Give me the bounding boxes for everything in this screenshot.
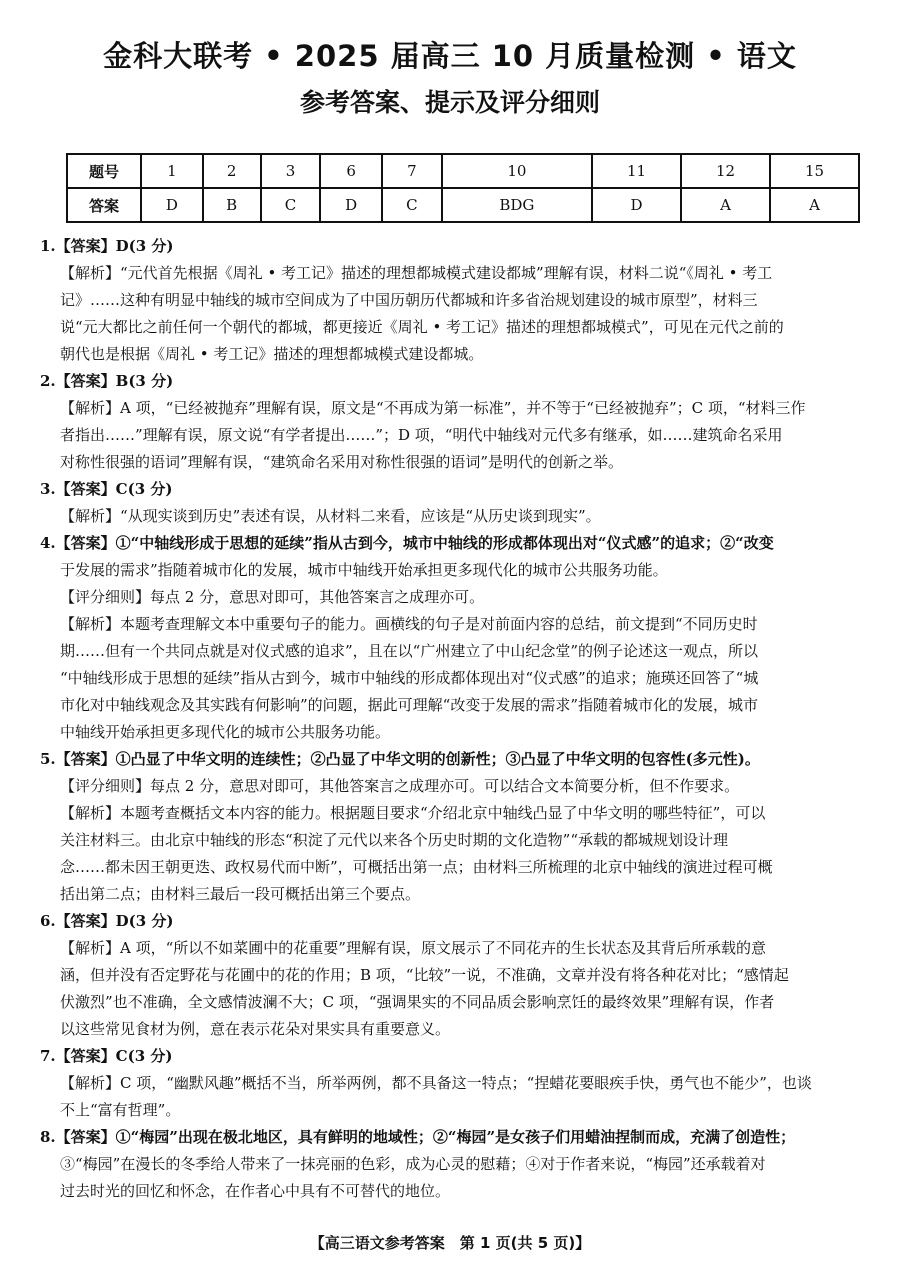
row-label-number: 题号: [67, 154, 141, 188]
explanation-line: 涵，但并没有否定野花与花圃中的花的作用；B 项，“比较”一说，不准确，文章并没有将各种花对比；“感情起: [60, 966, 789, 984]
explanation-line: 朝代也是根据《周礼 • 考工记》描述的理想都城模式建设都城。: [60, 345, 484, 363]
explanation-line: ③“梅园”在漫长的冬季给人带来了一抹亮丽的色彩，成为心灵的慰藉；④对于作者来说，“梅园”还承载着对: [60, 1155, 766, 1173]
question-number-cell: 10: [442, 154, 592, 188]
explanation-line: 关注材料三。由北京中轴线的形态“积淀了元代以来各个历史时期的文化造物”“承载的都城规划设计理: [60, 831, 729, 849]
answer-cell: B: [203, 188, 261, 222]
explanation-line: 记》……这种有明显中轴线的城市空间成为了中国历朝历代都城和许多省治规划建设的城市原型”，材料三: [60, 291, 758, 309]
question-block: [40, 233, 860, 368]
answer-cell: BDG: [442, 188, 592, 222]
explanation-line: 【解析】“元代首先根据《周礼 • 考工记》描述的理想都城模式建设都城”理解有误，材料二说“《周礼 • 考工: [60, 264, 773, 282]
answer-line: 3.【答案】C(3 分): [40, 480, 173, 498]
answer-cell: D: [320, 188, 382, 222]
question-number-cell: 3: [261, 154, 321, 188]
question-block: [40, 1043, 860, 1124]
answer-cell: A: [681, 188, 770, 222]
answer-cell: C: [261, 188, 321, 222]
question-number-cell: 12: [681, 154, 770, 188]
page-title: 金科大联考 • 2025 届高三 10 月质量检测 • 语文: [103, 39, 797, 73]
question-block: [40, 746, 860, 908]
question-number-cell: 7: [382, 154, 442, 188]
explanation-line: 不上“富有哲理”。: [60, 1101, 181, 1119]
explanation-line: 【解析】本题考查理解文本中重要句子的能力。画横线的句子是对前面内容的总结，前文提到“不同历史时: [60, 615, 758, 633]
answer-line: 7.【答案】C(3 分): [40, 1047, 173, 1065]
answer-line: 5.【答案】①凸显了中华文明的连续性；②凸显了中华文明的创新性；③凸显了中华文明的包容性(多元性)。: [40, 750, 760, 768]
explanation-line: 市化对中轴线观念及其实践有何影响”的问题，据此可理解“改变于发展的需求”指随着城市化的发展，城市: [60, 696, 759, 714]
answer-line: 1.【答案】D(3 分): [40, 237, 174, 255]
answer-cell: D: [592, 188, 681, 222]
page-subtitle: 参考答案、提示及评分细则: [299, 88, 600, 117]
explanation-line: “中轴线形成于思想的延续”指从古到今，城市中轴线的形成都体现出对“仪式感”的追求；施瑛还回答了“城: [60, 669, 759, 687]
explanation-line: 【评分细则】每点 2 分，意思对即可，其他答案言之成理亦可。: [60, 588, 485, 606]
question-block: [40, 530, 860, 746]
explanation-line: 者指出……”理解有误，原文说“有学者提出……”；D 项，“明代中轴线对元代多有继承，如……建筑命名采用: [60, 426, 783, 444]
question-number-cell: 1: [141, 154, 203, 188]
explanation-line: 【解析】A 项，“已经被抛弃”理解有误，原文是“不再成为第一标准”，并不等于“已经被抛弃”；C 项，“材料三作: [60, 399, 806, 417]
question-number-cell: 15: [770, 154, 859, 188]
explanation-line: 以这些常见食材为例，意在表示花朵对果实具有重要意义。: [60, 1020, 451, 1038]
explanation-line: 期……但有一个共同点就是对仪式感的追求”，且在以“广州建立了中山纪念堂”的例子论述这一观点，所以: [60, 642, 759, 660]
explanation-line: 中轴线开始承担更多现代化的城市公共服务功能。: [60, 723, 391, 741]
explanation-line: 过去时光的回忆和怀念，在作者心中具有不可替代的地位。: [60, 1182, 451, 1200]
question-number-cell: 6: [320, 154, 382, 188]
explanation-line: 念……都未因王朝更迭、政权易代而中断”，可概括出第一点；由材料三所梳理的北京中轴线的演进过程可概: [60, 858, 773, 876]
explanation-line: 于发展的需求”指随着城市化的发展，城市中轴线开始承担更多现代化的城市公共服务功能。: [60, 561, 668, 579]
answer-line: 4.【答案】①“中轴线形成于思想的延续”指从古到今，城市中轴线的形成都体现出对“仪式感”的追求；②“改变: [40, 534, 774, 552]
explanation-line: 【解析】本题考查概括文本内容的能力。根据题目要求“介绍北京中轴线凸显了中华文明的哪些特征”，可以: [60, 804, 766, 822]
answer-table: [66, 153, 860, 223]
question-block: [40, 1124, 860, 1205]
explanation-line: 对称性很强的语词”理解有误，“建筑命名采用对称性很强的语词”是明代的创新之举。: [60, 453, 624, 471]
answer-line: 6.【答案】D(3 分): [40, 912, 174, 930]
explanation-line: 【解析】“从现实谈到历史”表述有误，从材料二来看，应该是“从历史谈到现实”。: [60, 507, 601, 525]
explanation-line: 【解析】A 项，“所以不如菜圃中的花重要”理解有误，原文展示了不同花卉的生长状态及其背后所承载的意: [60, 939, 766, 957]
explanation-line: 【解析】C 项，“幽默风趣”概括不当，所举两例，都不具备这一特点；“捏蜡花要眼疾手快，勇气也不能少”，也谈: [60, 1074, 812, 1092]
question-block: [40, 368, 860, 476]
question-block: [40, 476, 860, 530]
question-block: [40, 908, 860, 1043]
answer-row: [67, 188, 859, 222]
answer-line: 2.【答案】B(3 分): [40, 372, 174, 390]
explanation-line: 说“元大都比之前任何一个朝代的都城，都更接近《周礼 • 考工记》描述的理想都城模式”，可见在元代之前的: [60, 318, 784, 336]
question-explanations: [40, 233, 860, 1205]
explanation-line: 伏激烈”也不准确，全文感情波澜不大；C 项，“强调果实的不同品质会影响烹饪的最终效果”理解有误，作者: [60, 993, 775, 1011]
answer-cell: D: [141, 188, 203, 222]
answer-line: 8.【答案】①“梅园”出现在极北地区，具有鲜明的地域性；②“梅园”是女孩子们用蜡油捏制而成，充满了创造性；: [40, 1128, 796, 1146]
question-number-cell: 2: [203, 154, 261, 188]
answer-cell: C: [382, 188, 442, 222]
answer-cell: A: [770, 188, 859, 222]
explanation-line: 括出第二点；由材料三最后一段可概括出第三个要点。: [60, 885, 421, 903]
explanation-line: 【评分细则】每点 2 分，意思对即可，其他答案言之成理亦可。可以结合文本简要分析，但不作要求。: [60, 777, 740, 795]
page-footer: 【高三语文参考答案 第 1 页(共 5 页)】: [309, 1234, 591, 1252]
question-number-row: [67, 154, 859, 188]
row-label-answer: 答案: [67, 188, 141, 222]
question-number-cell: 11: [592, 154, 681, 188]
